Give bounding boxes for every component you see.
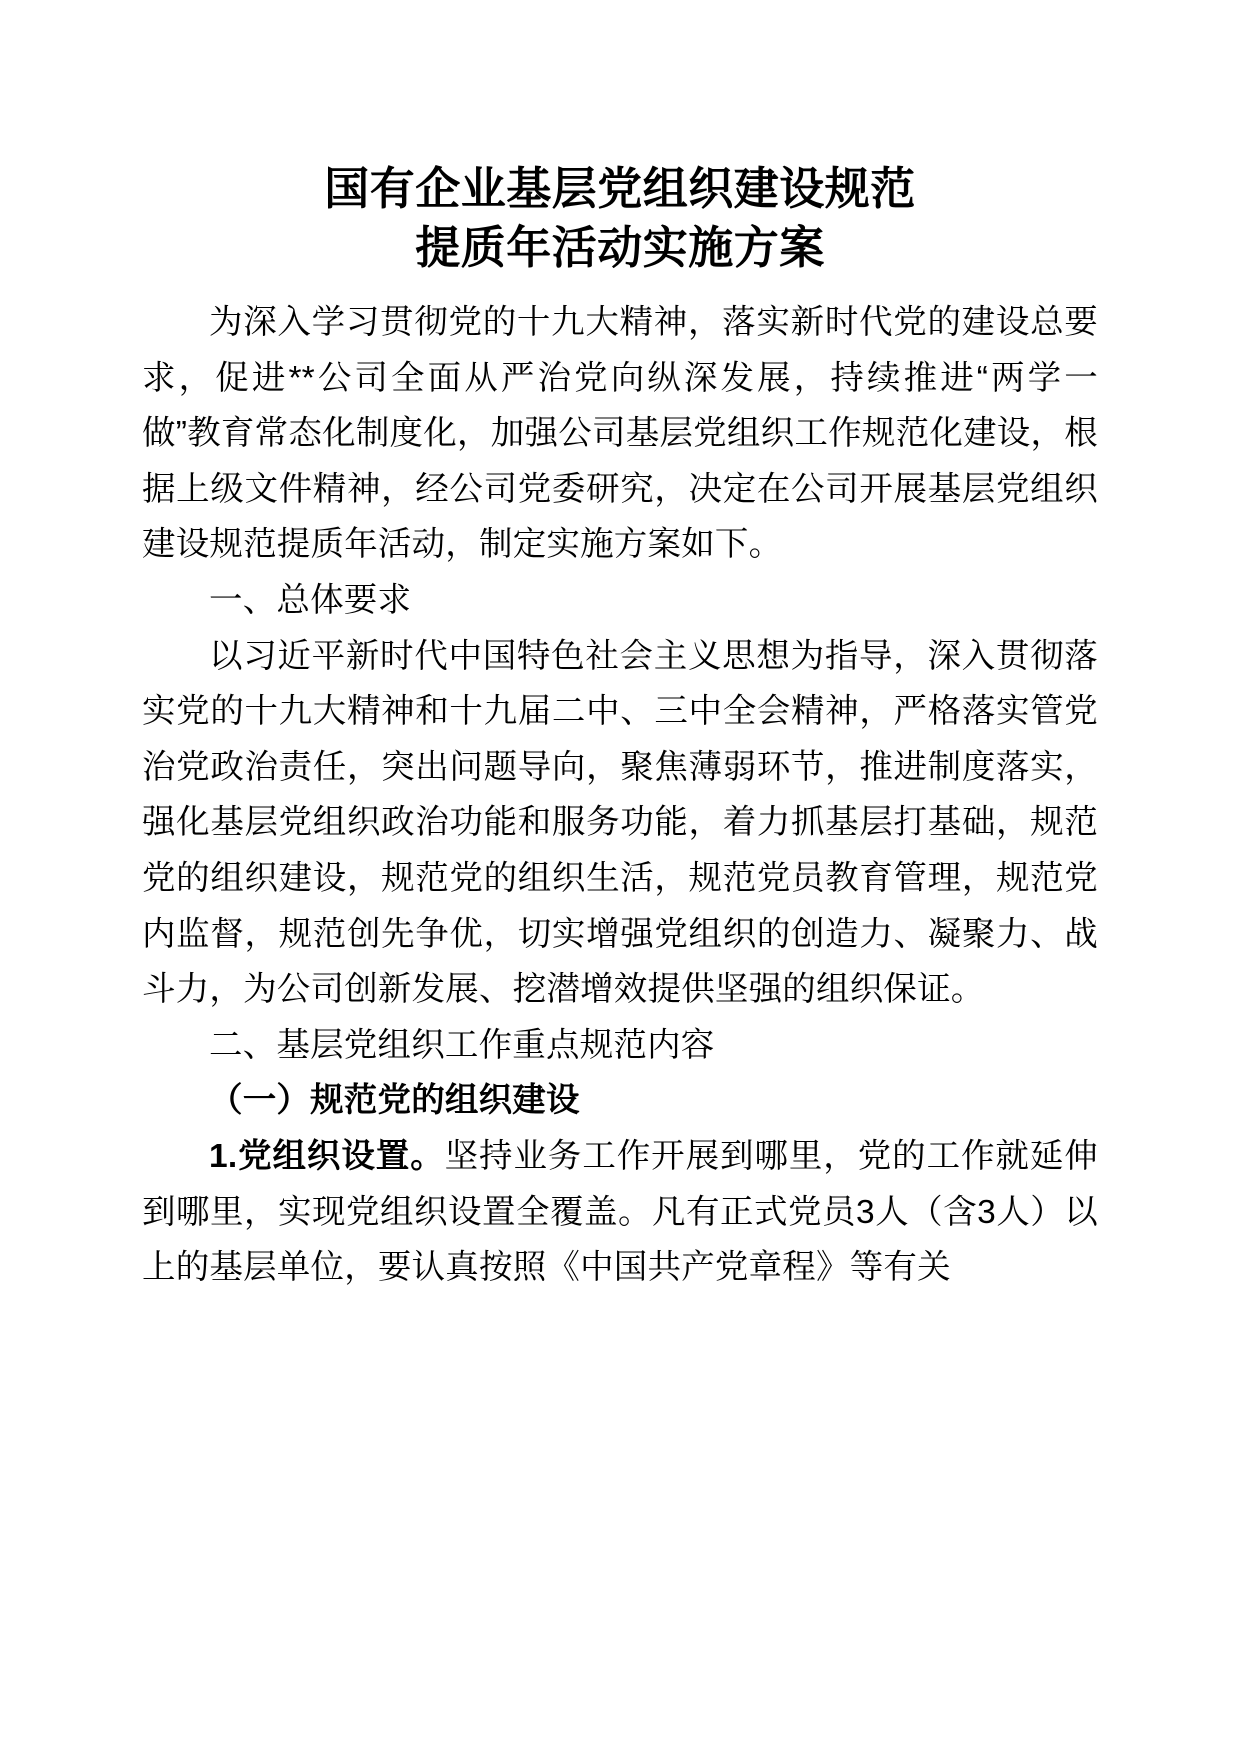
subsection-heading-one: （一）规范党的组织建设 — [209, 1082, 580, 1120]
section-heading-two: 二、基层党组织工作重点规范内容 — [209, 1026, 715, 1064]
page-title — [142, 0, 1098, 277]
item-one-paragraph — [142, 1129, 1098, 1296]
section-heading-one: 一、总体要求 — [209, 581, 412, 619]
document-body — [142, 0, 1098, 1296]
item-one-text: 坚持业务工作开展到哪里，党的工作就延伸到哪里，实现党组织设置全覆盖。凡有正式党员3人（含3人）以上的基层单位，要认真按照《中国共产党章程》等有关 — [142, 1137, 1098, 1287]
intro-paragraph: 为深入学习贯彻党的十九大精神，落实新时代党的建设总要求，促进**公司全面从严治党向纵深发展，持续推进“两学一做”教育常态化制度化，加强公司基层党组织工作规范化建设，根据上级文件精神，经公司党委研究，决定在公司开展基层党组织建设规范提质年活动，制定实施方案如下。 — [142, 304, 1098, 564]
title-line-2: 提质年活动实施方案 — [415, 221, 825, 273]
item-one-lead: 1.党组织设置。 — [209, 1137, 445, 1175]
title-line-1: 国有企业基层党组织建设规范 — [324, 163, 916, 214]
section-one-paragraph: 以习近平新时代中国特色社会主义思想为指导，深入贯彻落实党的十九大精神和十九届二中、三中全会精神，严格落实管党治党政治责任，突出问题导向，聚焦薄弱环节，推进制度落实，强化基层党组织政治功能和服务功能，着力抓基层打基础，规范党的组织建设，规范党的组织生活，规范党员教育管理，规范党内监督，规范创先争优，切实增强党组织的创造力、凝聚力、战斗力，为公司创新发展、挖潜增效提供坚强的组织保证。 — [142, 637, 1098, 1009]
